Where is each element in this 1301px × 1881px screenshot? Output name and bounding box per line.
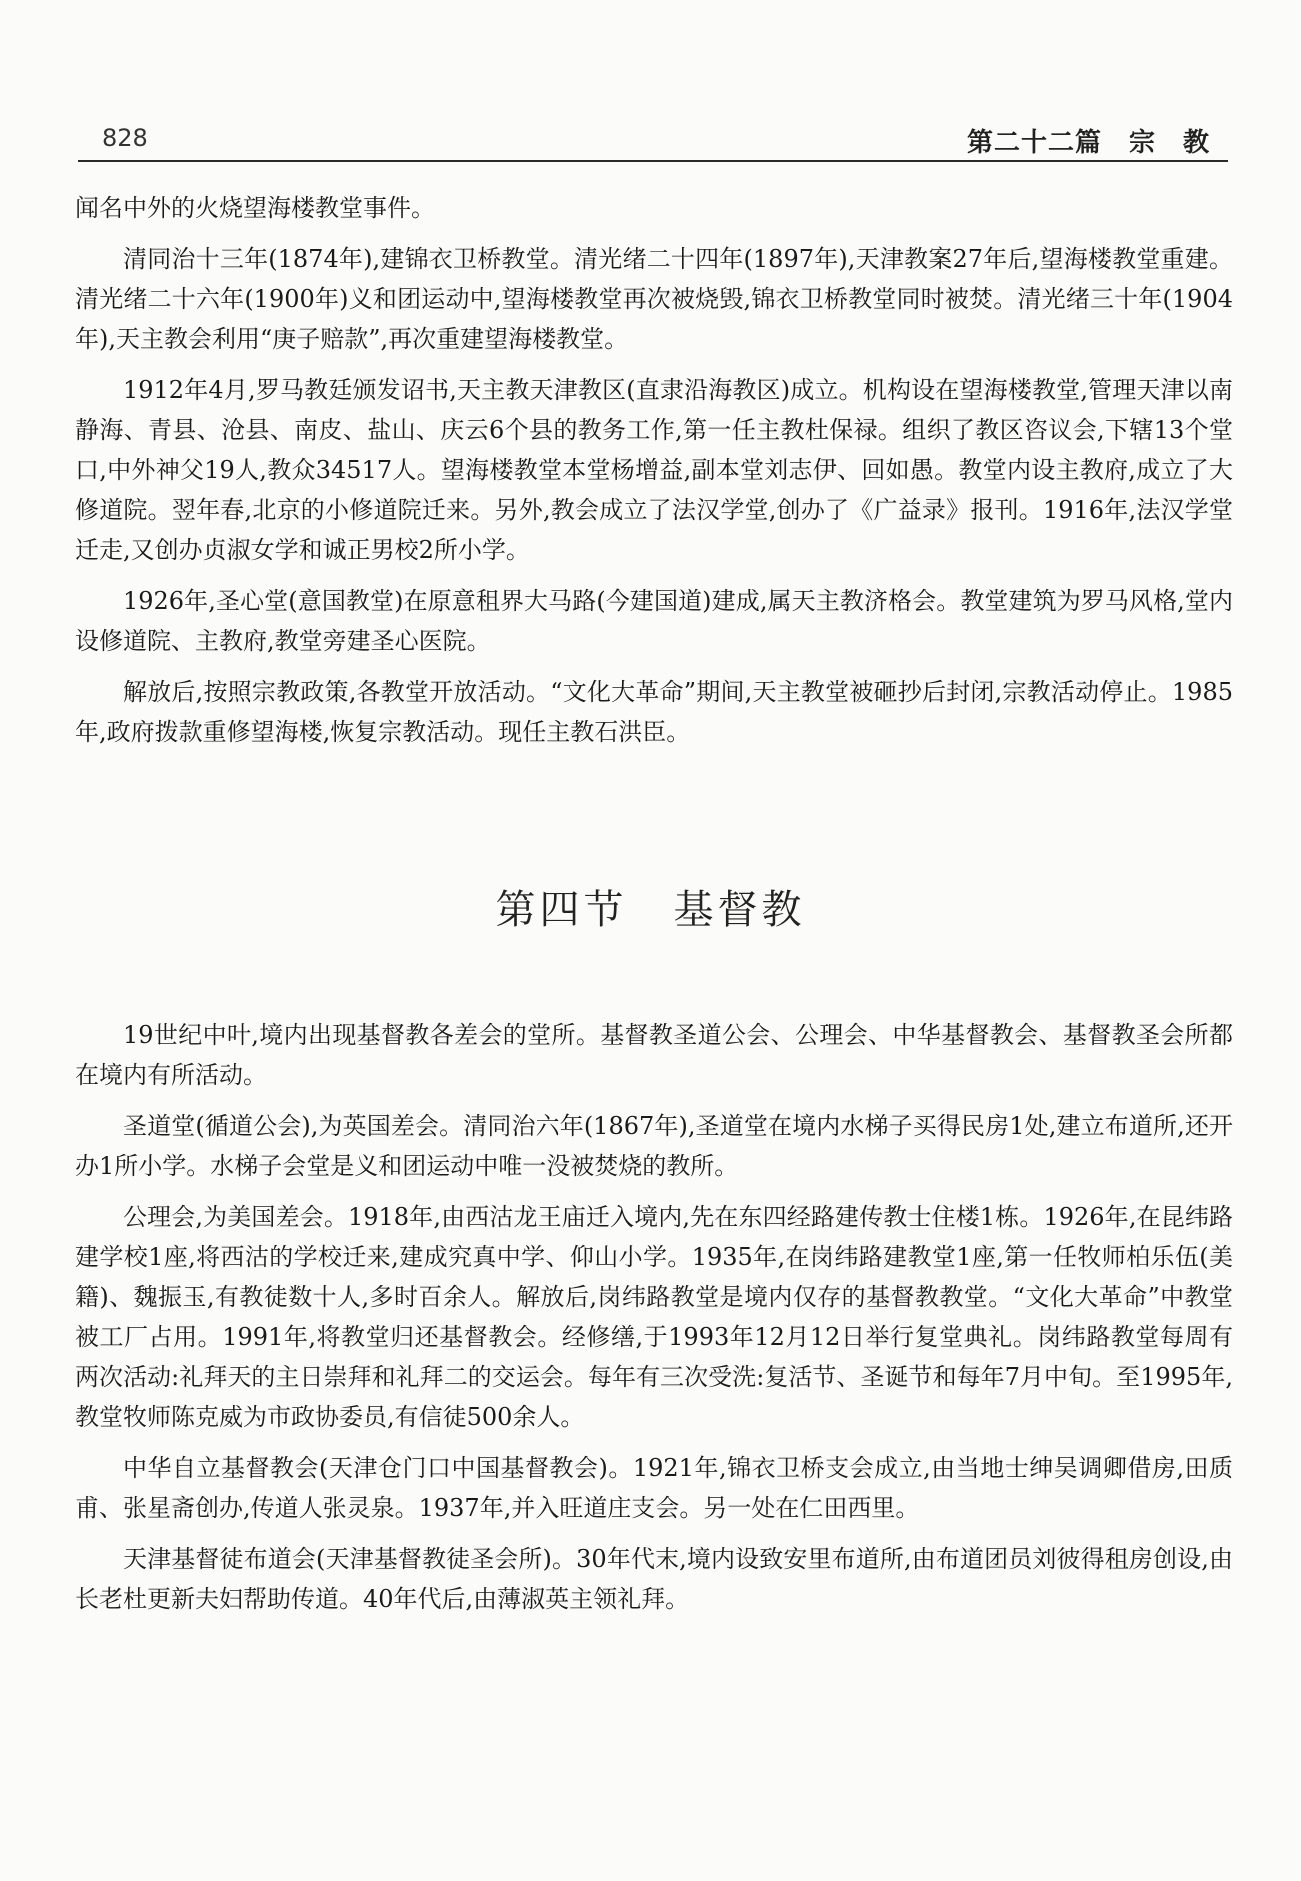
text-block-bottom bbox=[75, 1015, 1233, 1619]
paragraph: 天津基督徒布道会(天津基督教徒圣会所)。30年代末,境内设致安里布道所,由布道团员刘彼得租房创设,由长老杜更新夫妇帮助传道。40年代后,由薄淑英主领礼拜。 bbox=[75, 1545, 1233, 1613]
paragraph: 公理会,为美国差会。1918年,由西沽龙王庙迁入境内,先在东四经路建传教士住楼1栋。1926年,在昆纬路建学校1座,将西沽的学校迁来,建成究真中学、仰山小学。1935年,在岗纬路建教堂1座,第一任牧师柏乐伍(美籍)、魏振玉,有教徒数十人,多时百余人。解放后,岗纬路教堂是境内仅存的基督教教堂。“文化大革命”中教堂被工厂占用。1991年,将教堂归还基督教会。经修缮,于1993年12月12日举行复堂典礼。岗纬路教堂每周有两次活动:礼拜天的主日崇拜和礼拜二的交运会。每年有三次受洗:复活节、圣诞节和每年7月中旬。至1995年,教堂牧师陈克威为市政协委员,有信徒500余人。 bbox=[75, 1203, 1233, 1431]
paragraph: 闻名中外的火烧望海楼教堂事件。 bbox=[75, 194, 435, 222]
page-header bbox=[78, 120, 1228, 162]
paragraph: 1926年,圣心堂(意国教堂)在原意租界大马路(今建国道)建成,属天主教济格会。教堂建筑为罗马风格,堂内设修道院、主教府,教堂旁建圣心医院。 bbox=[75, 587, 1233, 655]
paragraph: 19世纪中叶,境内出现基督教各差会的堂所。基督教圣道公会、公理会、中华基督教会、基督教圣会所都在境内有所活动。 bbox=[75, 1021, 1233, 1089]
paragraph: 1912年4月,罗马教廷颁发诏书,天主教天津教区(直隶沿海教区)成立。机构设在望海楼教堂,管理天津以南静海、青县、沧县、南皮、盐山、庆云6个县的教务工作,第一任主教杜保禄。组织了教区咨议会,下辖13个堂口,中外神父19人,教众34517人。望海楼教堂本堂杨增益,副本堂刘志伊、回如愚。教堂内设主教府,成立了大修道院。翌年春,北京的小修道院迁来。另外,教会成立了法汉学堂,创办了《广益录》报刊。1916年,法汉学堂迁走,又创办贞淑女学和诚正男校2所小学。 bbox=[75, 376, 1233, 564]
page-number: 828 bbox=[102, 124, 148, 152]
section-name: 基督教 bbox=[673, 887, 806, 933]
text-block-top bbox=[75, 188, 1233, 752]
paragraph: 清同治十三年(1874年),建锦衣卫桥教堂。清光绪二十四年(1897年),天津教案27年后,望海楼教堂重建。清光绪二十六年(1900年)义和团运动中,望海楼教堂再次被烧毁,锦衣卫桥教堂同时被焚。清光绪三十年(1904年),天主教会利用“庚子赔款”,再次重建望海楼教堂。 bbox=[75, 245, 1233, 353]
paragraph: 圣道堂(循道公会),为英国差会。清同治六年(1867年),圣道堂在境内水梯子买得民房1处,建立布道所,还开办1所小学。水梯子会堂是义和团运动中唯一没被焚烧的教所。 bbox=[75, 1112, 1233, 1180]
paragraph: 解放后,按照宗教政策,各教堂开放活动。“文化大革命”期间,天主教堂被砸抄后封闭,宗教活动停止。1985年,政府拨款重修望海楼,恢复宗教活动。现任主教石洪臣。 bbox=[75, 678, 1233, 746]
paragraph: 中华自立基督教会(天津仓门口中国基督教会)。1921年,锦衣卫桥支会成立,由当地士绅吴调卿借房,田质甫、张星斋创办,传道人张灵泉。1937年,并入旺道庄支会。另一处在仁田西里。 bbox=[75, 1454, 1233, 1522]
chapter-title: 第二十二篇 宗 教 bbox=[966, 128, 1210, 158]
section-heading bbox=[0, 878, 1301, 935]
section-label: 第四节 bbox=[495, 887, 628, 933]
